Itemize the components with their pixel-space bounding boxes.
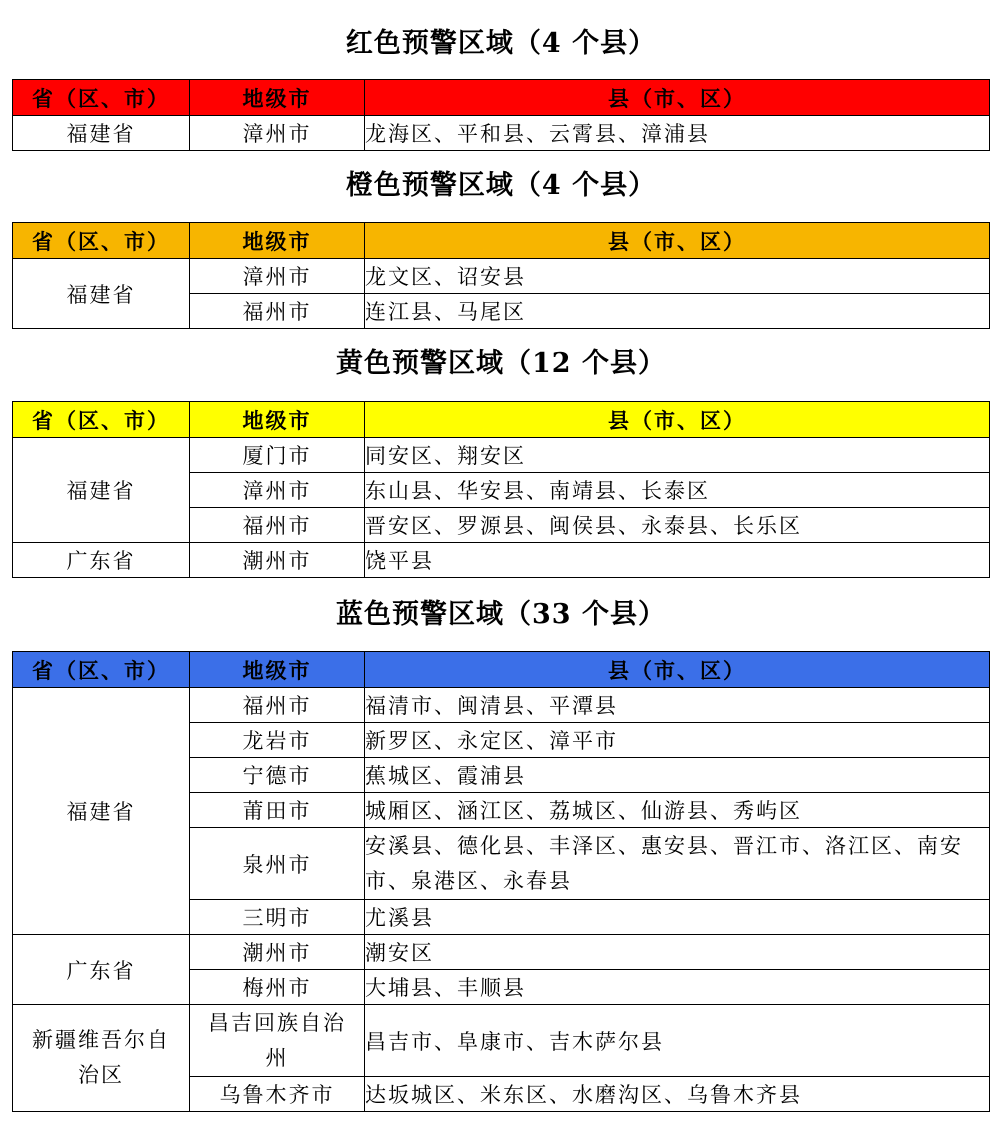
header-city: 地级市: [190, 80, 365, 116]
city-cell: 莆田市: [190, 793, 365, 828]
county-cell: 同安区、翔安区: [365, 438, 990, 473]
city-cell: 梅州市: [190, 970, 365, 1005]
city-cell: 泉州市: [190, 828, 365, 900]
header-city: 地级市: [190, 223, 365, 259]
table-row: [13, 259, 990, 294]
county-cell: 城厢区、涵江区、荔城区、仙游县、秀屿区: [365, 793, 990, 828]
province-cell: 福建省: [13, 116, 190, 151]
county-cell: 龙文区、诏安县: [365, 259, 990, 294]
city-cell: 福州市: [190, 688, 365, 723]
province-cell: 广东省: [13, 935, 190, 1005]
orange-warning-table: [12, 222, 990, 329]
header-county: 县（市、区）: [365, 80, 990, 116]
table-row: [13, 543, 990, 578]
city-cell: 潮州市: [190, 935, 365, 970]
county-cell: 安溪县、德化县、丰泽区、惠安县、晋江市、洛江区、南安市、泉港区、永春县: [365, 828, 990, 900]
table-row: [13, 116, 990, 151]
city-cell: 厦门市: [190, 438, 365, 473]
header-county: 县（市、区）: [365, 402, 990, 438]
city-cell: 宁德市: [190, 758, 365, 793]
header-county: 县（市、区）: [365, 223, 990, 259]
county-cell: 连江县、马尾区: [365, 294, 990, 329]
table-header-row: [13, 652, 990, 688]
header-city: 地级市: [190, 652, 365, 688]
county-cell: 达坂城区、米东区、水磨沟区、乌鲁木齐县: [365, 1077, 990, 1112]
red-warning-table: [12, 79, 990, 151]
county-cell: 新罗区、永定区、漳平市: [365, 723, 990, 758]
table-row: [13, 935, 990, 970]
red-section-title: 红色预警区域（4 个县）: [345, 28, 657, 59]
table-header-row: [13, 402, 990, 438]
county-cell: 龙海区、平和县、云霄县、漳浦县: [365, 116, 990, 151]
province-cell: 新疆维吾尔自治区: [13, 1005, 190, 1112]
city-cell: 三明市: [190, 900, 365, 935]
county-cell: 昌吉市、阜康市、吉木萨尔县: [365, 1005, 990, 1077]
header-province: 省（区、市）: [13, 223, 190, 259]
header-county: 县（市、区）: [365, 652, 990, 688]
province-cell: 福建省: [13, 688, 190, 935]
blue-warning-table: [12, 651, 990, 1112]
city-cell: 昌吉回族自治州: [190, 1005, 365, 1077]
header-city: 地级市: [190, 402, 365, 438]
province-cell: 福建省: [13, 259, 190, 329]
yellow-warning-table: [12, 401, 990, 578]
city-cell: 潮州市: [190, 543, 365, 578]
province-cell: 福建省: [13, 438, 190, 543]
city-cell: 漳州市: [190, 473, 365, 508]
county-cell: 尤溪县: [365, 900, 990, 935]
province-cell: 广东省: [13, 543, 190, 578]
table-header-row: [13, 80, 990, 116]
blue-section-title: 蓝色预警区域（33 个县）: [336, 599, 666, 630]
city-cell: 漳州市: [190, 116, 365, 151]
table-row: [13, 1005, 990, 1077]
city-cell: 龙岩市: [190, 723, 365, 758]
city-cell: 乌鲁木齐市: [190, 1077, 365, 1112]
city-cell: 福州市: [190, 294, 365, 329]
county-cell: 晋安区、罗源县、闽侯县、永泰县、长乐区: [365, 508, 990, 543]
orange-section-title: 橙色预警区域（4 个县）: [345, 170, 657, 201]
city-cell: 福州市: [190, 508, 365, 543]
county-cell: 蕉城区、霞浦县: [365, 758, 990, 793]
header-province: 省（区、市）: [13, 402, 190, 438]
table-header-row: [13, 223, 990, 259]
county-cell: 潮安区: [365, 935, 990, 970]
yellow-section-title: 黄色预警区域（12 个县）: [336, 348, 666, 379]
header-province: 省（区、市）: [13, 80, 190, 116]
header-province: 省（区、市）: [13, 652, 190, 688]
county-cell: 福清市、闽清县、平潭县: [365, 688, 990, 723]
table-row: [13, 688, 990, 723]
county-cell: 饶平县: [365, 543, 990, 578]
table-row: [13, 438, 990, 473]
city-cell: 漳州市: [190, 259, 365, 294]
county-cell: 东山县、华安县、南靖县、长泰区: [365, 473, 990, 508]
county-cell: 大埔县、丰顺县: [365, 970, 990, 1005]
